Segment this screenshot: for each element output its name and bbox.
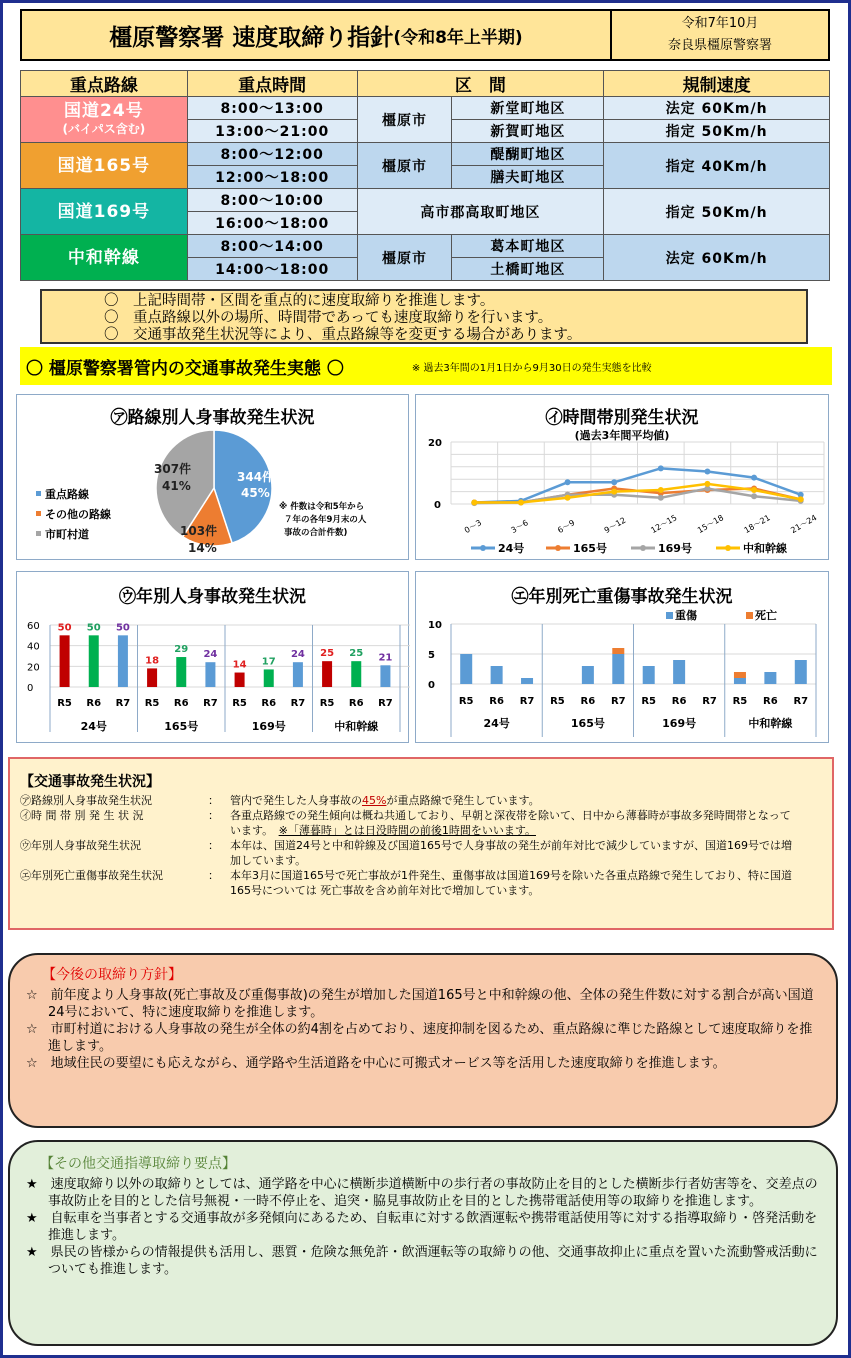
time-cell: 8:00～10:00 — [187, 189, 357, 212]
data-point — [658, 465, 664, 471]
issue-info — [610, 9, 830, 61]
data-point — [611, 489, 617, 495]
x-tick: R7 — [519, 696, 535, 707]
chart-route-pie — [16, 394, 409, 560]
table-row — [21, 235, 830, 258]
pie-label: 45% — [241, 486, 270, 500]
bar-serious — [460, 654, 472, 684]
summary-row — [20, 808, 832, 838]
summary-heading: 【交通事故発生状況】 — [20, 774, 160, 790]
chart-subtitle: (過去3年間平均値) — [574, 429, 670, 442]
enforcement-table — [20, 70, 830, 281]
group-label: 中和幹線 — [748, 717, 793, 730]
x-tick: R5 — [550, 696, 565, 707]
pie-label: 344件 — [237, 470, 275, 484]
y-tick: 20 — [428, 438, 442, 449]
title-suffix: (令和8年上半期) — [393, 27, 523, 48]
route-cell: 国道165号 — [21, 143, 188, 189]
x-tick: R6 — [580, 696, 596, 707]
data-point — [751, 487, 757, 493]
x-tick: R7 — [378, 698, 393, 709]
time-cell: 14:00～18:00 — [187, 258, 357, 281]
summary-colon: ： — [208, 839, 219, 852]
bar — [351, 661, 361, 687]
bar-value: 14 — [232, 659, 247, 671]
summary-text-post: が重点路線で発生しています。 — [386, 794, 540, 807]
area-cell: 醍醐町地区 — [452, 143, 604, 166]
area-cell: 土橋町地区 — [452, 258, 604, 281]
area-cell: 高市郡高取町地区 — [357, 189, 604, 235]
x-tick: 3～6 — [509, 518, 530, 536]
legend-label: 重点路線 — [45, 488, 89, 501]
time-cell: 16:00～18:00 — [187, 212, 357, 235]
x-tick: R6 — [671, 696, 687, 707]
summary-colon: ： — [208, 794, 219, 807]
bar — [89, 635, 99, 687]
other-item: ★ 県民の皆様からの情報提供も活用し、悪質・危険な無免許・飲酒運転等の取締りの他、交通事故抑止に重点を置いた流動警戒活動についても推進します。 — [26, 1245, 818, 1277]
chart-title: ㋐路線別人身事故発生状況 — [110, 408, 315, 428]
summary-text: 本年は、国道24号と中和幹線及び国道165号で人身事故の発生が前年対比で減少していますが、国道169号では増加しています。 — [230, 839, 792, 867]
bar — [293, 662, 303, 687]
summary-text-pre: 管内で発生した人身事故の — [230, 794, 362, 807]
x-tick: R5 — [232, 698, 247, 709]
pie-annotation: ７年の各年9月末の人 — [284, 515, 367, 525]
summary-text: 本年3月に国道165号で死亡事故が1件発生、重傷事故は国道169号を除いた各重点路線で発生しており、特に国道165号については 死亡事故を含め前年対比で増加しています。 — [230, 869, 792, 897]
legend-swatch — [36, 531, 41, 536]
stacked-bar-chart — [416, 572, 830, 744]
data-point — [471, 499, 477, 505]
area-cell: 膳夫町地区 — [452, 166, 604, 189]
bar-value: 24 — [290, 649, 305, 661]
speed-cell: 指定 50Km/h — [604, 120, 830, 143]
other-item: ★ 自転車を当事者とする交通事故が多発傾向にあるため、自転車に対する飲酒運転や携帯電話使用等に対する指導取締り・啓発活動を推進します。 — [26, 1211, 818, 1243]
time-cell: 8:00～14:00 — [187, 235, 357, 258]
x-tick: R6 — [348, 698, 364, 709]
data-point — [658, 495, 664, 501]
chart-year-bar — [16, 571, 409, 743]
y-tick: 40 — [27, 641, 40, 653]
legend-label: 死亡 — [755, 609, 777, 622]
table-row — [21, 143, 830, 166]
legend-marker — [555, 545, 561, 551]
legend-label: 重傷 — [675, 609, 697, 622]
section-banner — [20, 347, 832, 385]
x-tick: R6 — [489, 696, 504, 707]
x-tick: R5 — [458, 696, 474, 707]
banner-title: 〇 橿原警察署管内の交通事故発生実態 〇 — [26, 358, 344, 379]
speed-cell: 法定 60Km/h — [604, 235, 830, 281]
policy-item: ☆ 前年度より人身事故(死亡事故及び重傷事故)の発生が増加した国道165号と中和幹線の他、全体の発生件数に対する割合が高い国道24号において、特に速度取締りを推進します。 — [26, 988, 814, 1020]
bar-value: 50 — [57, 622, 72, 634]
bar — [118, 635, 128, 687]
bar — [235, 673, 245, 687]
y-tick: 5 — [428, 650, 435, 661]
x-tick: R7 — [203, 698, 218, 709]
col-header-route: 重点路線 — [21, 71, 188, 97]
speed-cell: 指定 40Km/h — [604, 143, 830, 189]
data-point — [751, 475, 757, 481]
time-cell: 8:00～13:00 — [187, 97, 357, 120]
data-point — [565, 495, 571, 501]
bar-serious — [612, 654, 624, 684]
title-main: 橿原警察署 速度取締り指針 — [109, 24, 394, 51]
route-name: 国道24号 — [64, 100, 144, 121]
y-tick: 10 — [428, 620, 442, 631]
bar-serious — [764, 672, 776, 684]
summary-label: ㋑時 間 帯 別 発 生 状 況 — [20, 809, 144, 822]
time-cell: 8:00～12:00 — [187, 143, 357, 166]
route-cell: 中和幹線 — [21, 235, 188, 281]
note-item: 〇 交通事故発生状況等により、重点路線等を変更する場合があります。 — [104, 327, 806, 344]
group-label: 中和幹線 — [334, 720, 379, 733]
bar — [60, 635, 70, 687]
notes-box — [40, 289, 808, 344]
y-tick: 60 — [27, 621, 40, 632]
data-point — [798, 496, 804, 502]
bar — [205, 662, 215, 687]
bar-value: 25 — [349, 648, 364, 660]
x-tick: 12～15 — [649, 513, 679, 536]
pie-chart — [17, 395, 410, 561]
data-point — [704, 481, 710, 487]
x-tick: R5 — [641, 696, 657, 707]
accident-summary — [8, 757, 834, 930]
data-point — [611, 479, 617, 485]
table-row — [21, 189, 830, 212]
route-sub: (バイパス含む) — [62, 121, 146, 136]
x-tick: 15～18 — [696, 513, 726, 536]
pie-label: 103件 — [180, 524, 218, 538]
legend-marker — [480, 545, 486, 551]
data-point — [704, 468, 710, 474]
summary-label: ㋐路線別人身事故発生状況 — [20, 794, 152, 807]
bar-serious — [643, 666, 655, 684]
pie-label: 41% — [162, 479, 191, 493]
future-policy-box — [8, 953, 838, 1128]
pie-annotation: ※ 件数は令和5年から — [279, 502, 365, 512]
bar — [176, 657, 186, 687]
x-tick: R5 — [144, 698, 160, 709]
pie-label: 14% — [188, 541, 217, 555]
summary-label: ㋓年別死亡重傷事故発生状況 — [20, 869, 163, 882]
x-tick: R6 — [86, 698, 102, 709]
bar-fatal — [734, 672, 746, 678]
col-header-time: 重点時間 — [187, 71, 357, 97]
bar-value: 50 — [115, 622, 130, 634]
x-tick: R7 — [290, 698, 306, 709]
legend-label: その他の路線 — [45, 508, 111, 521]
bar-value: 21 — [378, 652, 393, 664]
time-cell: 12:00～18:00 — [187, 166, 357, 189]
summary-row — [20, 868, 832, 898]
data-point — [565, 479, 571, 485]
highlight-percent: 45% — [362, 794, 387, 807]
summary-text — [230, 808, 800, 838]
data-point — [751, 493, 757, 499]
policy-item: ☆ 市町村道における人身事故の発生が全体の約4割を占めており、速度抑制を図るため、重点路線に準じた路線として速度取締りを推進します。 — [26, 1022, 813, 1054]
y-tick: 0 — [27, 683, 34, 694]
bar-value: 50 — [86, 622, 101, 634]
issue-date: 令和7年10月 — [681, 16, 759, 31]
x-tick: R5 — [319, 698, 335, 709]
x-tick: R6 — [173, 698, 189, 709]
bar-value: 25 — [320, 648, 335, 660]
legend-label: 165号 — [573, 542, 607, 555]
bar-serious — [491, 666, 503, 684]
legend-swatch — [36, 491, 41, 496]
other-guidance-box — [8, 1140, 838, 1346]
policy-item: ☆ 地域住民の要望にも応えながら、通学路や生活道路を中心に可搬式オービス等を活用した速度取締りを推進します。 — [26, 1056, 726, 1071]
speed-cell: 法定 60Km/h — [604, 97, 830, 120]
bar-serious — [582, 666, 594, 684]
col-header-section: 区 間 — [357, 71, 604, 97]
x-tick: R7 — [793, 696, 809, 707]
legend-label: 24号 — [498, 542, 525, 555]
chart-time-line — [415, 394, 829, 560]
pie-annotation: 事故の合計件数) — [284, 528, 348, 538]
bar-value: 18 — [145, 655, 160, 667]
banner-note: ※ 過去3年間の1月1日から9月30日の発生実態を比較 — [411, 362, 652, 374]
x-tick: R6 — [763, 696, 778, 707]
legend-label: 市町村道 — [45, 528, 89, 541]
y-tick: 0 — [434, 500, 441, 511]
x-tick: 18～21 — [742, 513, 772, 536]
group-label: 165号 — [164, 720, 199, 733]
other-item: ★ 速度取締り以外の取締りとしては、通学路を中心に横断歩道横断中の歩行者の事故防止を目的とした横断歩行者妨害等を、交差点の事故防止を目的とした信号無視・一時不停止を、追突・脇見事故防止を目的とした携帯電話使用等の取締りを推進します。 — [26, 1177, 818, 1209]
route-cell: 国道169号 — [21, 189, 188, 235]
note-item: 〇 重点路線以外の場所、時間帯であっても速度取締りを行います。 — [104, 310, 806, 327]
y-tick: 20 — [27, 662, 40, 674]
chart-title: ㋒年別人身事故発生状況 — [119, 587, 306, 607]
city-cell: 橿原市 — [357, 97, 452, 143]
legend-swatch — [746, 612, 753, 619]
x-tick: R7 — [115, 698, 131, 709]
x-tick: R6 — [261, 698, 277, 709]
bar-serious — [673, 660, 685, 684]
group-label: 169号 — [251, 720, 286, 733]
bar-chart — [17, 572, 410, 744]
city-cell: 橿原市 — [357, 235, 452, 281]
legend-marker — [640, 545, 646, 551]
summary-text-body: 各重点路線での発生傾向は概ね共通しており、早朝と深夜帯を除いて、日中から薄暮時が事故多発時間帯となっています。 — [230, 809, 791, 837]
route-cell — [21, 97, 188, 143]
time-cell: 13:00～21:00 — [187, 120, 357, 143]
bar-serious — [734, 678, 746, 684]
x-tick: 0～3 — [462, 518, 484, 536]
chart-fatal-bar — [415, 571, 829, 743]
pie-label: 307件 — [154, 462, 192, 476]
page-title — [20, 9, 612, 61]
summary-row — [20, 838, 832, 868]
bar — [264, 669, 274, 687]
group-label: 169号 — [662, 717, 697, 730]
legend-swatch — [666, 612, 673, 619]
x-tick: R7 — [610, 696, 626, 707]
group-label: 165号 — [570, 717, 605, 730]
summary-row — [20, 793, 832, 808]
table-row — [21, 97, 830, 120]
bar-value: 17 — [261, 656, 276, 668]
legend-swatch — [36, 511, 41, 516]
x-tick: 9～12 — [602, 515, 628, 536]
dusk-definition: ※「薄暮時」とは日没時間の前後1時間をいいます。 — [278, 824, 536, 837]
bar-value: 29 — [174, 644, 189, 656]
summary-colon: ： — [208, 869, 219, 882]
y-tick: 0 — [428, 680, 435, 691]
bar-fatal — [612, 648, 624, 654]
legend-marker — [725, 545, 731, 551]
data-point — [658, 487, 664, 493]
area-cell: 葛本町地区 — [452, 235, 604, 258]
issuer: 奈良県橿原警察署 — [667, 38, 772, 53]
x-tick: 21～24 — [789, 513, 819, 536]
summary-label: ㋒年別人身事故発生状況 — [20, 839, 141, 852]
x-tick: R5 — [732, 696, 748, 707]
data-point — [518, 499, 524, 505]
chart-title: ㋓年別死亡重傷事故発生状況 — [511, 587, 733, 607]
bar-value: 24 — [203, 649, 218, 661]
bar — [322, 661, 332, 687]
other-heading: 【その他交通指導取締り要点】 — [40, 1156, 236, 1172]
area-cell: 新賀町地区 — [452, 120, 604, 143]
chart-title: ㋑時間帯別発生状況 — [545, 408, 699, 428]
legend-label: 中和幹線 — [743, 542, 787, 555]
legend-label: 169号 — [658, 542, 692, 555]
note-item: 〇 上記時間帯・区間を重点的に速度取締りを推進します。 — [104, 293, 806, 310]
speed-cell: 指定 50Km/h — [604, 189, 830, 235]
summary-text — [230, 793, 800, 808]
bar-serious — [521, 678, 533, 684]
line-chart — [416, 395, 830, 561]
bar — [380, 665, 390, 687]
group-label: 24号 — [80, 720, 107, 733]
policy-heading: 【今後の取締り方針】 — [42, 967, 182, 983]
col-header-speed: 規制速度 — [604, 71, 830, 97]
table-header-row — [21, 71, 830, 97]
x-tick: R5 — [57, 698, 72, 709]
summary-colon: ： — [208, 809, 219, 822]
x-tick: R7 — [702, 696, 717, 707]
group-label: 24号 — [483, 717, 510, 730]
bar-serious — [795, 660, 807, 684]
city-cell: 橿原市 — [357, 143, 452, 189]
bar — [147, 668, 157, 687]
x-tick: 6～9 — [556, 518, 577, 536]
area-cell: 新堂町地区 — [452, 97, 604, 120]
